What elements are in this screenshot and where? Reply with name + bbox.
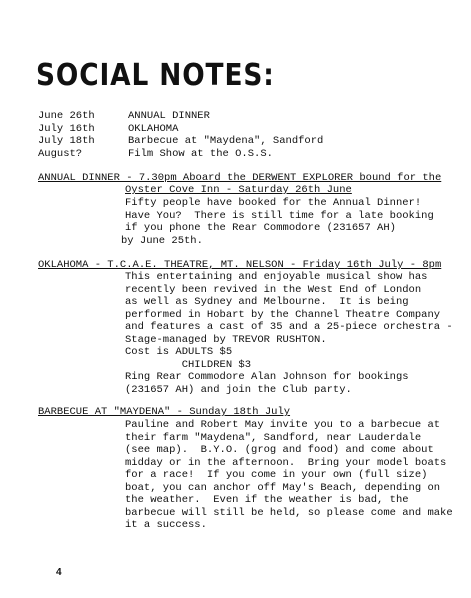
body-line: Cost is ADULTS $5 xyxy=(125,346,233,358)
body-line: boat, you can anchor off May's Beach, depending on xyxy=(125,481,441,494)
barbecue-heading: BARBECUE AT "MAYDENA" - Sunday 18th July xyxy=(38,406,291,418)
schedule-event: Barbecue at "Maydena", Sandford xyxy=(128,135,324,147)
oklahoma-heading: OKLAHOMA - T.C.A.E. THEATRE, MT. NELSON - Friday 16th July - 8pm xyxy=(38,259,442,271)
annual-dinner-heading-continued: Oyster Cove Inn - Saturday 26th June xyxy=(125,184,352,196)
body-line: CHILDREN $3 xyxy=(125,358,252,371)
schedule-event: Film Show at the O.S.S. xyxy=(128,147,273,160)
schedule-row xyxy=(38,110,323,123)
body-line: the weather. Even if the weather is bad, the xyxy=(125,494,409,506)
body-line: Stage-managed by TREVOR RUSHTON. xyxy=(125,333,327,346)
body-line: it a success. xyxy=(125,519,207,531)
schedule-date: June 26th xyxy=(38,110,95,122)
body-line: their farm "Maydena", Sandford, near Lauderdale xyxy=(125,431,422,444)
schedule-event: ANNUAL DINNER xyxy=(128,110,210,122)
body-line: This entertaining and enjoyable musical show has xyxy=(125,271,428,283)
body-line: for a race! If you come in your own (full size) xyxy=(125,469,428,481)
body-line: as well as Sydney and Melbourne. It is being xyxy=(125,296,409,308)
schedule-row xyxy=(38,123,323,136)
annual-dinner-heading: ANNUAL DINNER - 7.30pm Aboard the DERWENT EXPLORER bound for the xyxy=(38,172,442,184)
page-title: SOCIAL NOTES: xyxy=(36,58,275,93)
body-line: (see map). B.Y.O. (grog and food) and come about xyxy=(125,444,434,456)
body-line: midday or in the afternoon. Bring your model boats xyxy=(125,456,447,469)
body-line: Have You? There is still time for a late booking xyxy=(125,209,434,222)
body-line: by June 25th. xyxy=(121,234,203,247)
barbecue-body xyxy=(125,419,453,532)
event-schedule xyxy=(38,110,323,160)
page-number: 4 xyxy=(56,567,62,578)
body-line: and features a cast of 35 and a 25-piece orchestra - xyxy=(125,321,453,333)
body-line: Pauline and Robert May invite you to a barbecue at xyxy=(125,419,441,431)
body-line: Ring Rear Commodore Alan Johnson for bookings xyxy=(125,371,409,383)
body-line: (231657 AH) and join the Club party. xyxy=(125,383,352,396)
schedule-date: July 16th xyxy=(38,122,95,135)
body-line: Fifty people have booked for the Annual Dinner! xyxy=(125,197,422,209)
schedule-date: August? xyxy=(38,147,83,160)
body-line: if you phone the Rear Commodore (231657 AH) xyxy=(125,222,396,234)
body-line: recently been revived in the West End of London xyxy=(125,283,422,296)
body-line: barbecue will still be held, so please come and make xyxy=(125,506,453,519)
schedule-event: OKLAHOMA xyxy=(128,122,179,135)
oklahoma-body xyxy=(125,271,453,396)
body-line: performed in Hobart by the Channel Theatre Company xyxy=(125,308,441,321)
annual-dinner-body xyxy=(121,197,434,247)
schedule-row xyxy=(38,148,323,161)
schedule-date: July 18th xyxy=(38,135,95,147)
schedule-row xyxy=(38,135,323,148)
